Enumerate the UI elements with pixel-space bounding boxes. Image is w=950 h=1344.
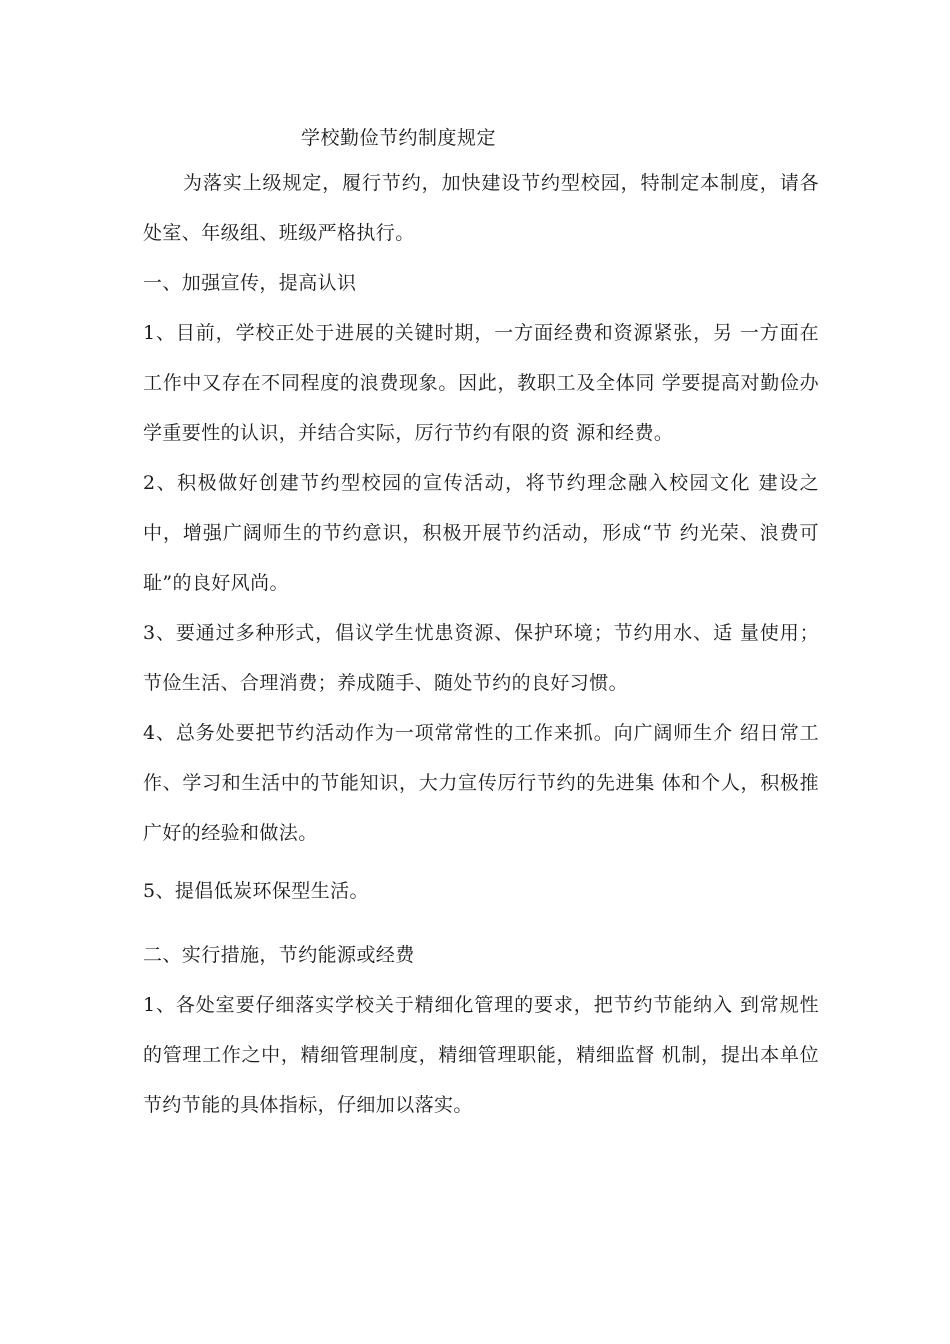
- section-2-item-1: 1、各处室要仔细落实学校关于精细化管理的要求，把节约节能纳入 到常规性的管理工作之中，精细管理制度，精细管理职能，精细监督 机制，提出本单位节约节能的具体指标，仔细加以落实。: [143, 994, 819, 1116]
- section-1-item-1: 1、目前，学校正处于进展的关键时期，一方面经费和资源紧张，另 一方面在工作中又存在不同程度的浪费现象。因此，教职工及全体同 学要提高对勤俭办学重要性的认识，并结合实际，厉行节约有限的资 源和经费。: [143, 322, 819, 444]
- section-1-item-4: 4、总务处要把节约活动作为一项常常性的工作来抓。向广阔师生介 绍日常工作、学习和生活中的节能知识，大力宣传厉行节约的先进集 体和个人，积极推广好的经验和做法。: [143, 722, 819, 844]
- section-1-item-2: 2、积极做好创建节约型校园的宣传活动，将节约理念融入校园文化 建设之中，增强广阔师生的节约意识，积极开展节约活动，形成“节 约光荣、浪费可耻”的良好风尚。: [143, 472, 819, 594]
- section-1-item-3: 3、要通过多种形式，倡议学生忧患资源、保护环境；节约用水、适 量使用；节俭生活、合理消费；养成随手、随处节约的良好习惯。: [143, 622, 819, 694]
- section-1-item-5: 5、提倡低炭环保型生活。: [143, 880, 369, 902]
- section-1-heading: 一、加强宣传，提高认识: [143, 272, 357, 294]
- section-2-heading: 二、实行措施，节约能源或经费: [143, 944, 415, 966]
- document-body: [143, 118, 819, 1130]
- section-spacer: [143, 916, 819, 930]
- document-title: 学校勤俭节约制度规定: [301, 127, 497, 149]
- intro-paragraph: 为落实上级规定，履行节约，加快建设节约型校园，特制定本制度，请各处室、年级组、班级严格执行。: [143, 172, 819, 244]
